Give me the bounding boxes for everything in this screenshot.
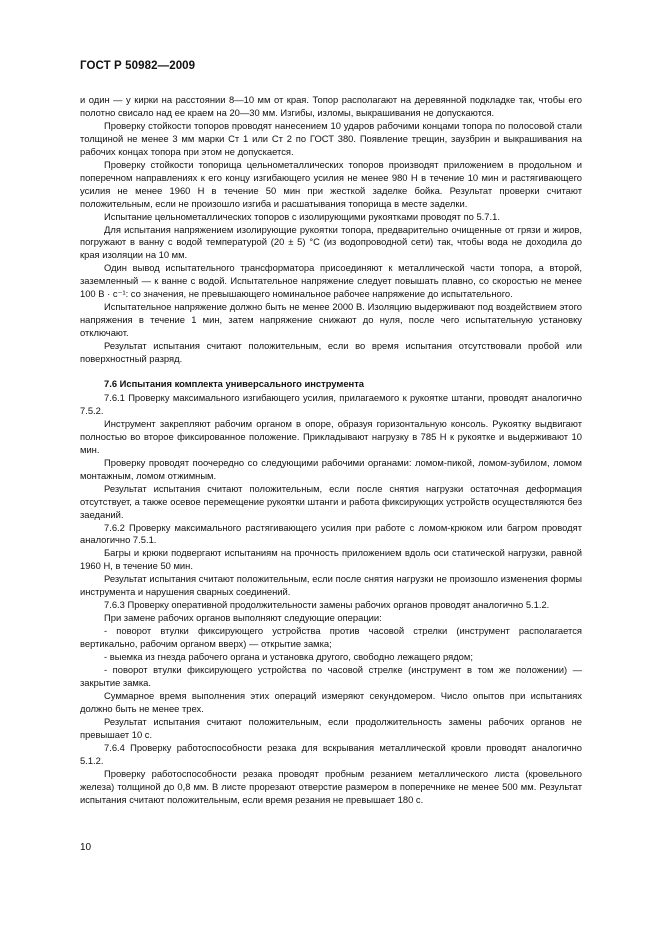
paragraph: Испытание цельнометаллических топоров с изолирующими рукоятками проводят по 5.7.1. xyxy=(104,210,500,222)
paragraph: Проверку работоспособности резака проводят пробным резанием металлического листа (кровельного железа) толщиной до 0,8 мм. В листе прорезают отверстие размером в поперечнике не менее 500 мм. Результат испытания считают положительным, если время резания не превышает 180 с. xyxy=(80,767,582,805)
paragraph: 7.6.4 Проверку работоспособности резака для вскрывания металлической кровли проводят аналогично 5.1.2. xyxy=(80,741,582,766)
paragraph: и один — у кирки на расстоянии 8—10 мм от края. Топор располагают на деревянной подкладке так, чтобы его полотно свисало над ее краем на 20—30 мм. Изгибы, изломы, выкрашивания не допускаются. xyxy=(80,94,582,118)
section-heading: 7.6 Испытания комплекта универсального инструмента xyxy=(104,378,365,390)
list-item: - поворот втулки фиксирующего устройства по часовой стрелке (инструмент в том же положении) — закрытие замка. xyxy=(80,663,582,688)
paragraph: Проверку проводят поочередно со следующими рабочими органами: ломом-пикой, ломом-зубилом, ломом монтажным, ломом отжимным. xyxy=(80,456,582,481)
paragraph: 7.6.2 Проверку максимального растягивающего усилия при работе с ломом-крюком или багром проводят аналогично 7.5.1. xyxy=(80,521,582,546)
paragraph: Для испытания напряжением изолирующие рукоятки топора, предварительно очищенные от грязи и жиров, погружают в ванну с водой температурой (20 ± 5) °С (из водопроводной сети) так, чтобы вода не доходила до края изоляции на 10 мм. xyxy=(80,223,582,261)
paragraph: Багры и крюки подвергают испытаниям на прочность приложением вдоль оси статической нагрузки, равной 1960 Н, в течение 50 мин. xyxy=(80,547,582,572)
paragraph: Проверку стойкости топорища цельнометаллических топоров производят приложением в продольном и поперечном направлениях к его концу изгибающего усилия не менее 980 Н в течение 10 мин и растягивающего усилия не менее 1960 Н в течение 50 мин при жесткой заделке бойка. Результат проверки считают положительным, если не произошло изгиба и расшатывания топорища в месте заделки. xyxy=(80,158,582,209)
list-item: - поворот втулки фиксирующего устройства против часовой стрелки (инструмент располагается вертикально, рабочим органом вверх) — открытие замка; xyxy=(80,625,582,650)
list-item: - выемка из гнезда рабочего органа и установка другого, свободно лежащего рядом; xyxy=(104,651,473,663)
paragraph: 7.6.3 Проверку оперативной продолжительности замены рабочих органов проводят аналогично 5.1.2. xyxy=(104,599,550,611)
paragraph: Один вывод испытательного трансформатора присоединяют к металлической части топора, а второй, заземленный — к ванне с водой. Испытательное напряжение следует повышать плавно, со скоростью не менее 100 В · с⁻¹: со значения, не превышающего номинальное рабочее напряжение до испытательного. xyxy=(80,262,582,300)
document-body xyxy=(80,94,582,806)
page-number: 10 xyxy=(80,842,92,853)
paragraph: При замене рабочих органов выполняют следующие операции: xyxy=(104,612,382,624)
paragraph: Испытательное напряжение должно быть не менее 2000 В. Изоляцию выдерживают под воздействием этого напряжения в течение 1 мин, затем напряжение снижают до нуля, после чего испытательную установку отключают. xyxy=(80,301,582,339)
paragraph: 7.6.1 Проверку максимального изгибающего усилия, прилагаемого к рукоятке штанги, проводят аналогично 7.5.2. xyxy=(80,391,582,416)
paragraph: Результат испытания считают положительным, если продолжительность замены рабочих органов не превышает 10 с. xyxy=(80,715,582,740)
paragraph: Результат испытания считают положительным, если после снятия нагрузки не произошло изменения формы инструмента и нарушения сварных соединений. xyxy=(80,573,582,598)
paragraph: Суммарное время выполнения этих операций измеряют секундомером. Число опытов при испытаниях должно быть не менее трех. xyxy=(80,689,582,714)
standard-header: ГОСТ Р 50982—2009 xyxy=(80,60,196,72)
paragraph: Результат испытания считают положительным, если после снятия нагрузки остаточная деформация отсутствует, а также осевое перемещение рукоятки штанги и работа фиксирующих устройств осуществляются без заеданий. xyxy=(80,482,582,520)
paragraph: Результат испытания считают положительным, если во время испытания отсутствовали пробой или поверхностный разряд. xyxy=(80,340,582,365)
paragraph: Проверку стойкости топоров проводят нанесением 10 ударов рабочими концами топора по полосовой стали толщиной не менее 3 мм марки Ст 1 или Ст 2 по ГОСТ 380. Появление трещин, заузбрин и выкрашивания на рабочих концах топора при этом не допускается. xyxy=(80,119,582,157)
paragraph: Инструмент закрепляют рабочим органом в опоре, образуя горизонтальную консоль. Рукоятку выдвигают полностью во второе фиксированное положение. Прикладывают нагрузку в 785 Н к рукоятке и выдерживают 10 мин. xyxy=(80,417,582,455)
